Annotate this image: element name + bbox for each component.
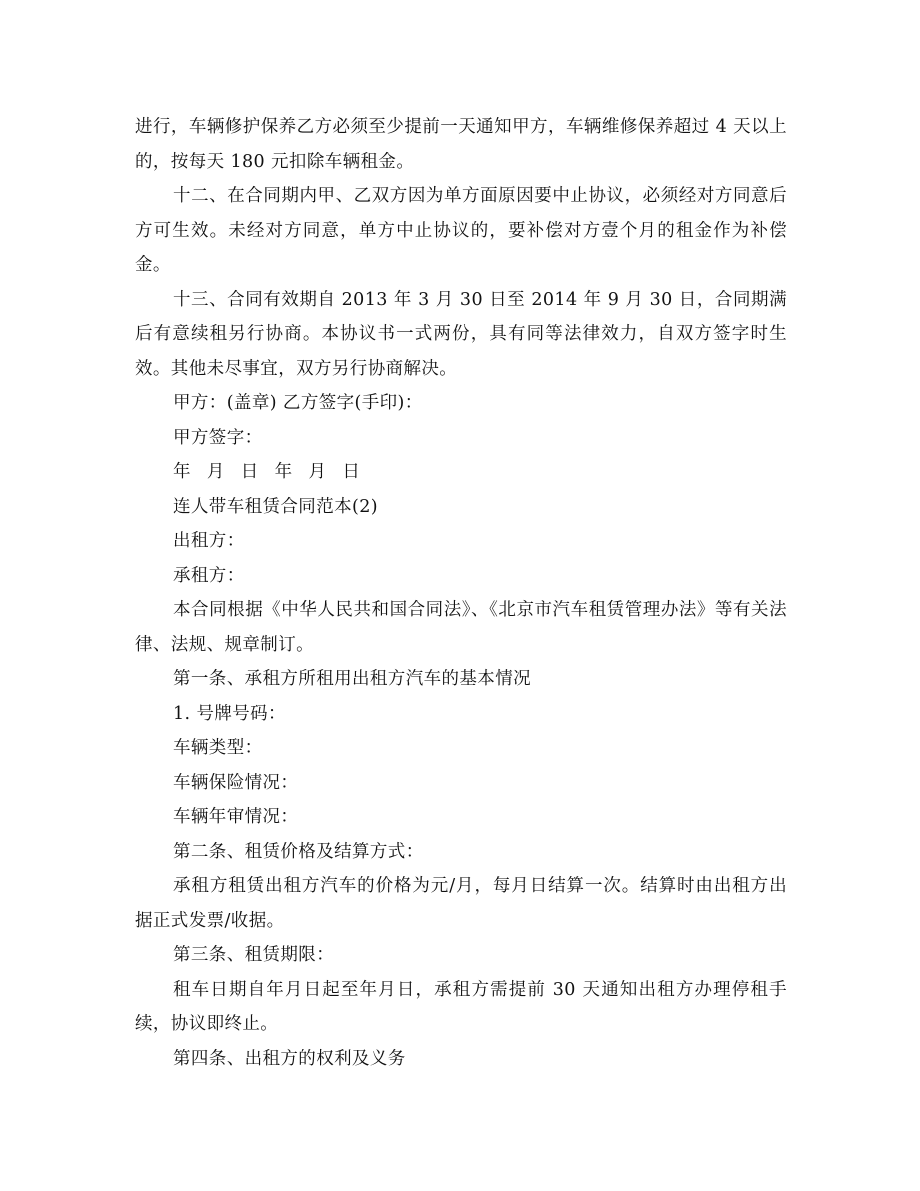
paragraph-maintenance-notice: 进行，车辆修护保养乙方必须至少提前一天通知甲方，车辆维修保养超过 4 天以上的，按每天 180 元扣除车辆租金。: [135, 117, 787, 172]
vehicle-insurance-field: 车辆保险情况：: [173, 772, 299, 793]
plate-number-field: 1. 号牌号码：: [173, 703, 286, 724]
signature-line-parties: 甲方：(盖章) 乙方签字(手印)：: [173, 393, 423, 413]
article-1-heading: 第一条、承租方所租用出租方汽车的基本情况: [173, 669, 531, 689]
vehicle-type-field: 车辆类型：: [173, 738, 263, 758]
vehicle-inspection-field: 车辆年审情况：: [173, 807, 299, 827]
document-body: [135, 110, 787, 1076]
price-settlement-paragraph: 承租方租赁出租方汽车的价格为元/月，每月日结算一次。结算时由出租方出据正式发票/收据。: [135, 876, 787, 931]
signature-line-party-a: 甲方签字：: [173, 427, 263, 448]
article-3-heading: 第三条、租赁期限：: [173, 945, 335, 965]
lease-period-paragraph: 租车日期自年月日起至年月日，承租方需提前 30 天通知出租方办理停租手续，协议即终止。: [135, 979, 787, 1034]
contract-basis-paragraph: 本合同根据《中华人民共和国合同法》、《北京市汽车租赁管理办法》等有关法律、法规、规章制订。: [135, 600, 787, 655]
article-2-heading: 第二条、租赁价格及结算方式：: [173, 841, 424, 862]
lessor-field: 出租方：: [173, 531, 245, 551]
lessee-field: 承租方：: [173, 565, 245, 586]
article-4-heading: 第四条、出租方的权利及义务: [173, 1048, 406, 1069]
signature-date-line: 年 月 日 年 月 日: [173, 462, 361, 482]
clause-13-validity: 十三、合同有效期自 2013 年 3 月 30 日至 2014 年 9 月 30 日，合同期满后有意续租另行协商。本协议书一式两份，具有同等法律效力，自双方签字时生效。其他未尽事宜，双方另行协商解决。: [135, 289, 787, 379]
clause-12-termination: 十二、在合同期内甲、乙双方因为单方面原因要中止协议，必须经对方同意后方可生效。未经对方同意，单方中止协议的，要补偿对方壹个月的租金作为补偿金。: [135, 186, 787, 275]
contract-template-title: 连人带车租赁合同范本(2): [173, 496, 378, 517]
